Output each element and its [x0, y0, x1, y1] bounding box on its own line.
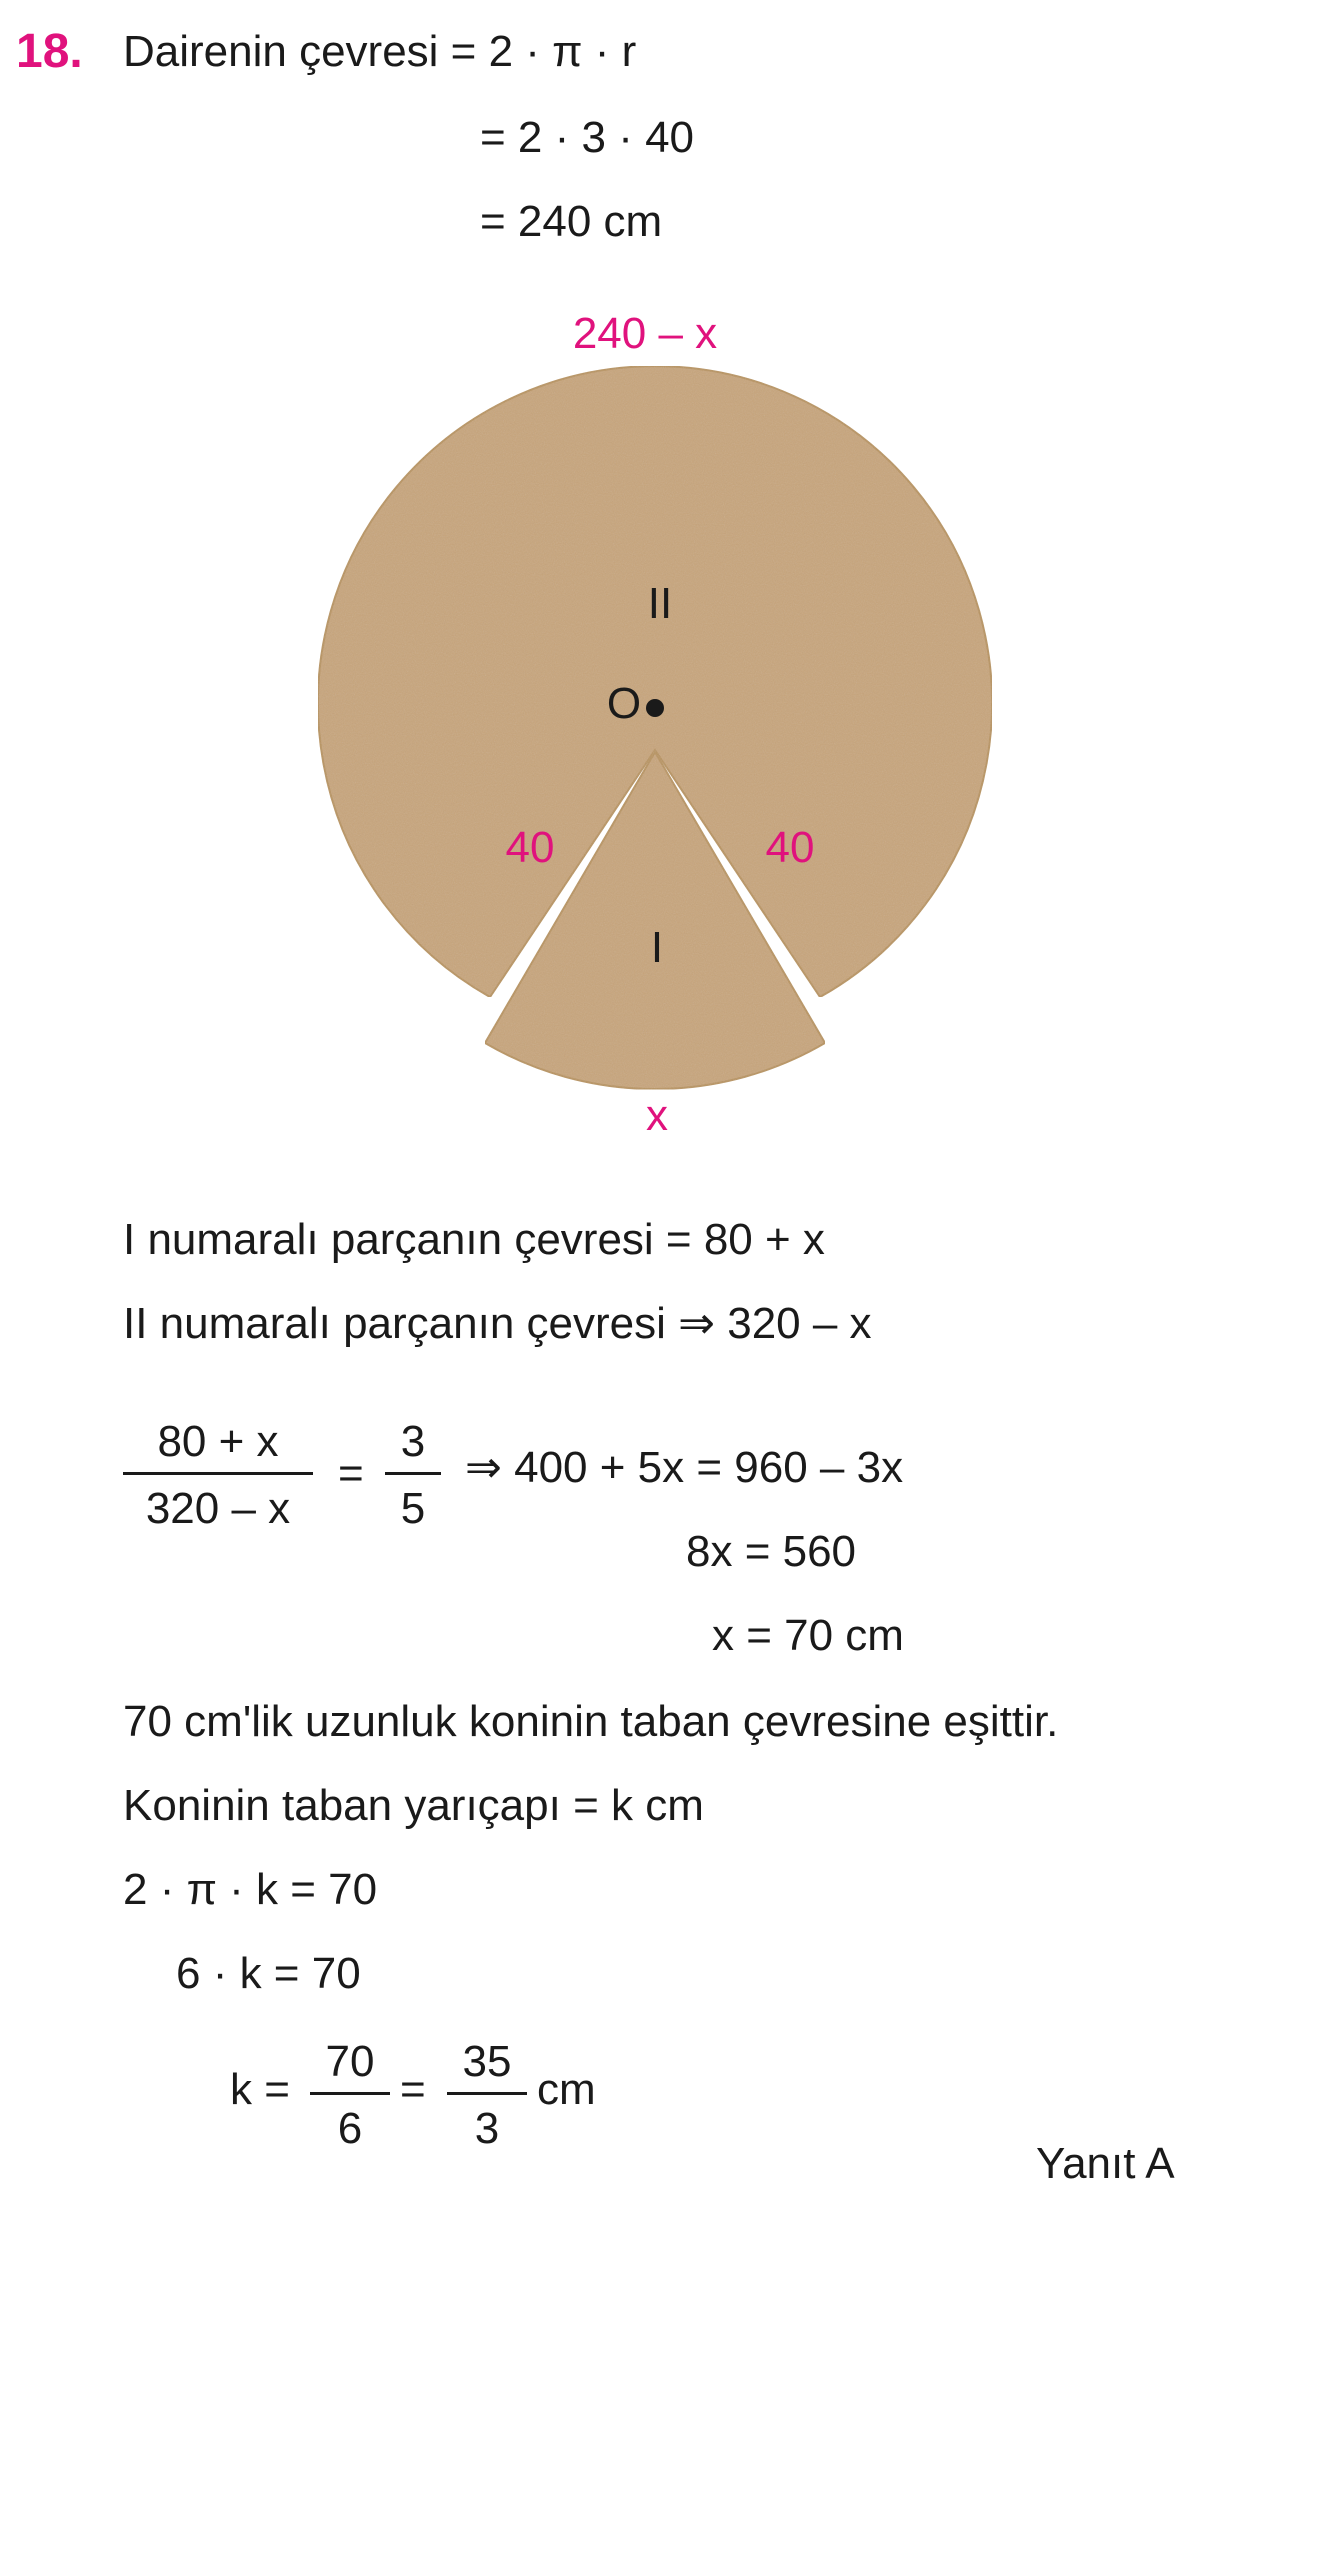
ratio-equals-sign: = [338, 1449, 364, 1498]
circumference-result: = 240 cm [480, 197, 663, 246]
piece-two-label: II [647, 579, 673, 628]
piece-one-label: I [650, 923, 664, 972]
x-result: x = 70 cm [712, 1611, 904, 1660]
k-fraction-two-numerator: 35 [462, 2037, 512, 2086]
bottom-arc-label: x [646, 1091, 668, 1140]
circle-sector-figure [0, 280, 1344, 1160]
circumference-substitution: = 2 · 3 · 40 [480, 113, 695, 162]
ratio-denominator: 320 – x [145, 1484, 291, 1533]
cone-radius-definition: Koninin taban yarıçapı = k cm [123, 1781, 704, 1830]
cross-multiplied-equation: ⇒ 400 + 5x = 960 – 3x [465, 1443, 904, 1492]
top-arc-label: 240 – x [572, 309, 718, 358]
ratio-fraction [123, 1417, 313, 1533]
k-fraction-two [447, 2037, 527, 2153]
center-point [646, 699, 664, 717]
right-radius-label: 40 [765, 823, 815, 872]
k-fraction-two-denominator: 3 [474, 2104, 500, 2153]
k-fraction-one-numerator: 70 [325, 2037, 375, 2086]
rhs-denominator: 5 [400, 1484, 426, 1533]
circumference-formula: Dairenin çevresi = 2 · π · r [123, 27, 637, 76]
rhs-fraction [385, 1417, 441, 1533]
cone-note: 70 cm'lik uzunluk koninin taban çevresine eşittir. [123, 1697, 1059, 1746]
rhs-numerator: 3 [400, 1417, 426, 1466]
piece-two-perimeter: II numaralı parçanın çevresi ⇒ 320 – x [123, 1299, 872, 1348]
k-equals-sign: = [400, 2065, 426, 2114]
k-fraction-one [310, 2037, 390, 2153]
k-label: k = [230, 2065, 290, 2114]
cone-circumference-equation: 2 · π · k = 70 [123, 1865, 378, 1914]
center-label: O [606, 679, 642, 728]
ratio-numerator: 80 + x [157, 1417, 279, 1466]
cone-circumference-simplified: 6 · k = 70 [176, 1949, 361, 1998]
answer-label: Yanıt A [1036, 2139, 1175, 2188]
problem-number: 18. [16, 25, 83, 78]
left-radius-label: 40 [505, 823, 555, 872]
simplified-equation: 8x = 560 [686, 1527, 857, 1576]
piece-one-perimeter: I numaralı parçanın çevresi = 80 + x [123, 1215, 825, 1264]
k-fraction-one-denominator: 6 [337, 2104, 363, 2153]
k-unit: cm [537, 2065, 596, 2114]
